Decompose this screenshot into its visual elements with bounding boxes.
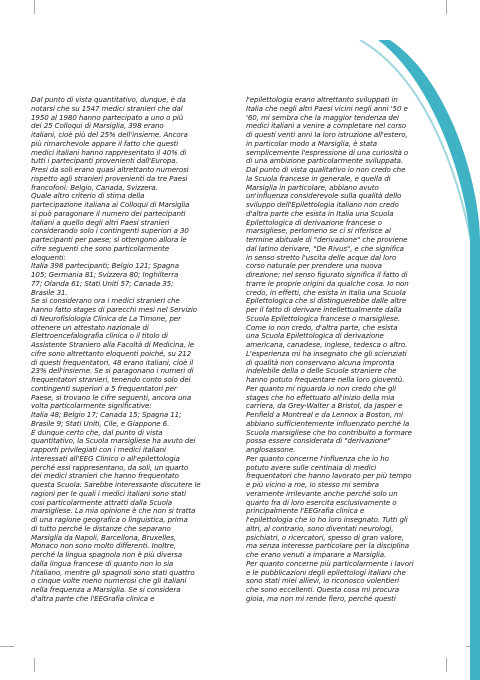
column-left-text: Dal punto di vista quantitativo, dunque, è da notarsi che su 1547 medici stranieri che dal 1950 al 1980 hanno partecipato a uno o più dei 25 Colloqui di Marsiglia, 398 erano italiani, cioè più del 25% dell'insieme. Ancora più rimarchevole appare il fatto che questi medici italiani hanno rappresentato il 40% di tutti i partecipanti provenienti dall'Europa. Presi da soli erano quasi altrettanto numerosi rispetto agli stranieri provenienti da tre Paesi francofoni: Belgio, Canada, Svizzera. Quale altro criterio di stima della partecipazione italiana ai Colloqui di Marsiglia si può paragonare il numero dei partecipanti italiani a quello degli altri Paesi stranieri considerando solo i contingenti superiori a 30 partecipanti per paese; si ottengono allora le cifre seguenti che sono particolarmente eloquenti: Italia 398 partecipanti; Belgio 121; Spagna 105; Germania 81; Svizzera 80; Inghilterra 77; Olanda 61; Stati Uniti 57; Canada 35; Brasile 31. Se si considerano ora i medici stranieri che hanno fatto stages di parecchi mesi nel Servizio di Neurofisiologia Clinica de La Timone, per ottenere un attestato nazionale di Elettroencefalografia clinica o il titolo di Assistente Straniero alla Facoltà di Medicina, le cifre sono altrettanto eloquenti poiché, su 212 di questi frequentatori, 48 erano italiani, cioè il 23% dell'insieme. Se si paragonano i numeri di frequentatori stranieri, tenendo conto solo dei contingenti superiori a 5 frequentatori per Paese, si trovano le cifre seguenti, ancora una volta particolarmente significative: Italia 48; Belgio 17; Canada 15; Spagna 11; Brasile 9; Stati Uniti, Cile, e Giappone 6. È dunque certo che, dal punto di vista quantitativo, la Scuola marsigliese ha avuto dei rapporti privilegiati con i medici italiani interessati all'EEG Clinico o all'epilettologia perché essi rappresentano, da soli, un quarto dei medici stranieri che hanno frequentato questa Scuola. Sarebbe interessante discutere le ragioni per le quali i medici italiani sono stati così particolarmente attratti dalla Scuola marsigliese. La mia opinione è che non si tratta di una ragione geografica o linguistica, prima di tutto perché le distanze che separano Marsiglia da Napoli, Barcellona, Bruxelles, Monaco non sono molto differenti. Inoltre, perché la lingua spagnola non è più diversa dalla lingua francese di quanto non lo sia l'italiano, mentre gli spagnoli sono stati quattro o cinque volte meno numerosi che gli italiani nella frequenza a Marsiglia. Se si considera d'altra parte che l'EEGrafia clinica e [31,96,201,603]
crop-mark-bottom-left [0,646,14,647]
crop-mark-top-left [34,0,35,14]
article-body [31,96,451,636]
article-column-left [31,96,236,636]
article-column-right [246,96,451,636]
crop-mark-top-right [446,0,447,14]
column-right-text: l'epilettologia erano altrettanto sviluppati in Italia che negli altri Paesi vicini negli anni '50 e '60, mi sembra che la maggior tendenza dei medici italiani a venire a completare nel corso di questi venti anni la loro istruzione all'estero, in particolar modo a Marsiglia, è stata semplicemente l'espressione di una curiosità o di una ambizione particolarmente sviluppata. Dal punto di vista qualitativo io non credo che la Scuola francese in generale, e quella di Marsiglia in particolare, abbiano avuto un'influenza considerevole sulla qualità dello sviluppo dell'Epilettologia italiano non credo d'altra parte che esista in Italia una Scuola Epilettologica di derivazione francese o marsigliese, perlomeno se ci si riferisce al termine abituale di "derivazione" che proviene dal latino derivare, "De Rivus", e che significa in senso stretto l'uscita delle acque dal loro corso naturale per prendere una nuova direzione; nel senso figurato significa il fatto di trarre le proprie origini da qualche cosa. Io non credo, in effetti, che esista in Italia una Scuola Epilettologica che si distinguerebbe dalle altre per il fatto di derivare intellettualmente dalla Scuola Epilettologica francese o marsigliese. Come io non credo, d'altra parte, che esista una Scuola Epilettologica di derivazione americana, canadese, inglese, tedesca o altro. L'esperienza mi ha insegnato che gli scienziati di qualità non conservano alcuna impronta indelebile della o delle Scuole straniere che hanno potuto frequentare nella loro gioventù. Per quanto mi riguarda io non credo che gli stages che ho effettuato all'inizio della mia carriera, da Grey-Walter a Bristol, da Jasper e Penfield a Montreal e da Lennox a Boston, mi abbiano sufficientemente influenzato perché la Scuola marsigliese che ho contribuito a formare possa essere considerata di "derivazione" anglosassone. Per quanto concerne l'influenza che io ho potuto avere sulle centinaia di medici frequentatori che hanno lavorato per più tempo e più vicino a me, io stesso mi sembra veramente irrilevante anche perché solo un quarto fra di loro esercita esclusivamente o principalmente l'EEGrafia clinica e l'epilettologia che io ho loro insegnato. Tutti gli altri, al contrario, sono diventati neurologi, psichiatri, o ricercatori, spesso di gran valore, ma senza interesse particolare per la disciplina che erano venuti a imparare a Marsiglia. Per quanto concerne più particolarmente i lavori e le pubblicazioni degli epilettologi italiani che sono stati miei allievi, io riconosco volentieri che sono eccellenti. Questa cosa mi procura gioia, ma non mi rende fiero, perché questi [246,96,414,603]
crop-mark-bottom-left-vertical [34,658,35,672]
